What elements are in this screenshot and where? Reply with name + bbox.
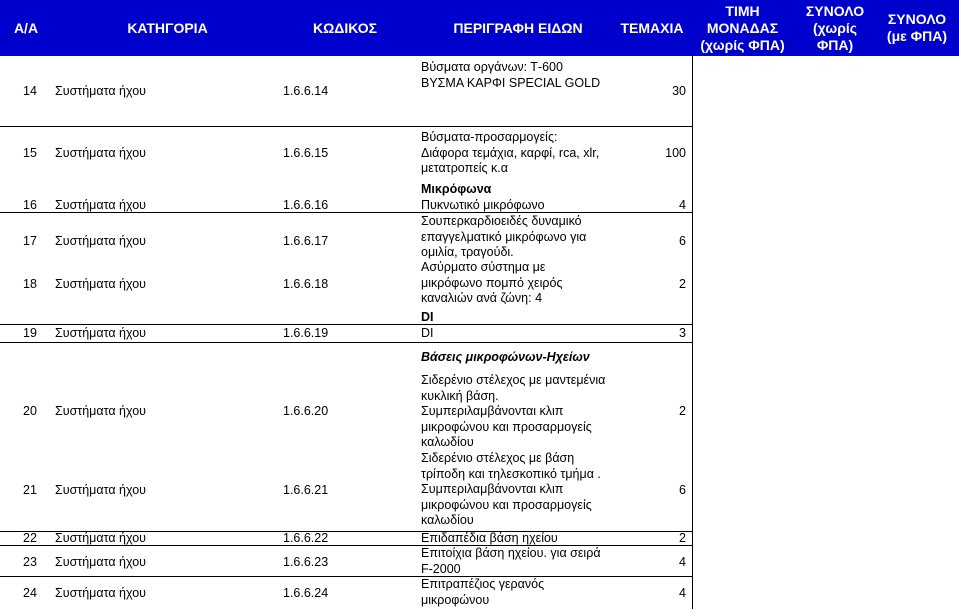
row-aa: 18 [23, 277, 37, 291]
row-quantity: 6 [679, 234, 686, 248]
row-code: 1.6.6.19 [283, 326, 329, 340]
row-quantity: 3 [679, 326, 686, 340]
row-divider [0, 342, 692, 343]
row-description [421, 260, 631, 307]
column-divider [692, 56, 693, 609]
row-category: Συστήματα ήχου [55, 84, 147, 98]
row-aa: 15 [23, 146, 37, 160]
row-category: Συστήματα ήχου [55, 198, 147, 212]
row-category: Συστήματα ήχου [55, 234, 147, 248]
desc-line: Σιδερένιο στέλεχος με μαντεμένια [421, 373, 606, 387]
header-quantity: ΤΕΜΑΧΙΑ [620, 19, 684, 36]
desc-line: Βύσματα οργάνων: Τ-600 [421, 60, 563, 74]
row-category: Συστήματα ήχου [55, 326, 147, 340]
header-category: ΚΑΤΗΓΟΡΙΑ [127, 19, 208, 36]
row-category: Συστήματα ήχου [55, 531, 147, 545]
desc-line: Σουπερκαρδιοειδές δυναμικό [421, 214, 582, 228]
row-code: 1.6.6.14 [283, 84, 329, 98]
desc-line: μικροφώνου και προσαρμογείς [421, 419, 592, 434]
row-divider [0, 324, 692, 325]
desc-line: Επιτοίχια βάση ηχείου. για σειρά [421, 546, 601, 560]
desc-line: επαγγελματικό μικρόφωνο για [421, 229, 587, 244]
row-code: 1.6.6.22 [283, 531, 329, 545]
desc-line: ΒΥΣΜΑ ΚΑΡΦΙ SPECIAL GOLD [421, 75, 601, 90]
header-total-vat-line1: ΣΥΝΟΛΟ [887, 11, 947, 27]
desc-line: καλωδίου [421, 513, 474, 527]
desc-line: Σιδερένιο στέλεχος με βάση [421, 451, 575, 465]
row-quantity: 4 [679, 555, 686, 569]
row-description [421, 130, 631, 177]
row-quantity: 30 [672, 84, 686, 98]
row-code: 1.6.6.24 [283, 586, 329, 600]
header-total-no-vat-line1: ΣΥΝΟΛΟ [805, 2, 865, 19]
header-total-vat-line2: (με ΦΠΑ) [886, 28, 948, 44]
desc-line: μετατροπείς κ.α [421, 161, 509, 175]
row-description [421, 60, 621, 91]
header-total-no-vat-line3: ΦΠΑ) [816, 36, 854, 53]
row-description [421, 451, 636, 529]
table-header [0, 0, 959, 56]
desc-line: Συμπεριλαμβάνονται κλιπ [421, 404, 564, 418]
row-aa: 17 [23, 234, 37, 248]
row-quantity: 4 [679, 586, 686, 600]
row-description: Πυκνωτικό μικρόφωνο [421, 198, 545, 212]
row-quantity: 2 [679, 404, 686, 418]
desc-line: Συμπεριλαμβάνονται κλιπ [421, 482, 564, 496]
desc-line: μικρόφωνο πομπό χειρός [421, 275, 563, 290]
row-quantity: 100 [665, 146, 686, 160]
desc-line: F-2000 [421, 561, 461, 576]
section-heading: DI [421, 310, 434, 324]
row-description [421, 577, 636, 608]
row-description [421, 373, 636, 451]
desc-line: ομιλία, τραγούδι. [421, 245, 514, 259]
row-aa: 23 [23, 555, 37, 569]
row-aa: 21 [23, 483, 37, 497]
row-code: 1.6.6.15 [283, 146, 329, 160]
row-quantity: 6 [679, 483, 686, 497]
desc-line: Βύσματα-προσαρμογείς: [421, 130, 558, 144]
row-quantity: 2 [679, 531, 686, 545]
header-total-no-vat-line2: (χωρίς [812, 19, 858, 36]
desc-line: κυκλική βάση. [421, 388, 499, 403]
header-unit-price-line3: (χωρίς ΦΠΑ) [700, 36, 785, 53]
header-unit-price-line1: ΤΙΜΗ [725, 2, 760, 19]
desc-line: Επιτραπέζιος γερανός [421, 577, 545, 591]
header-unit-price-line2: ΜΟΝΑΔΑΣ [706, 19, 779, 36]
header-aa: Α/Α [13, 19, 39, 36]
row-code: 1.6.6.21 [283, 483, 329, 497]
header-code: ΚΩΔΙΚΟΣ [312, 19, 378, 36]
row-category: Συστήματα ήχου [55, 586, 147, 600]
row-divider [0, 126, 692, 127]
header-description: ΠΕΡΙΓΡΑΦΗ ΕΙΔΩΝ [453, 19, 583, 36]
desc-line: τρίποδη και τηλεσκοπικό τμήμα . [421, 466, 601, 481]
header-total-no-vat [795, 0, 875, 56]
row-aa: 16 [23, 198, 37, 212]
row-code: 1.6.6.18 [283, 277, 329, 291]
desc-line: Διάφορα τεμάχια, καρφί, rca, xlr, [421, 145, 600, 160]
desc-line: μικροφώνου [421, 592, 490, 607]
desc-line: καλωδίου [421, 435, 474, 449]
row-code: 1.6.6.16 [283, 198, 329, 212]
section-heading: Βάσεις μικροφώνων-Ηχείων [421, 350, 590, 364]
row-description: DI [421, 326, 434, 340]
desc-line: καναλιών ανά ζώνη: 4 [421, 291, 543, 305]
row-description: Επιδαπέδια βάση ηχείου [421, 531, 558, 545]
desc-line: μικροφώνου και προσαρμογείς [421, 497, 592, 512]
row-category: Συστήματα ήχου [55, 404, 147, 418]
row-category: Συστήματα ήχου [55, 555, 147, 569]
row-code: 1.6.6.17 [283, 234, 329, 248]
desc-line: Ασύρματο σύστημα με [421, 260, 546, 274]
row-quantity: 2 [679, 277, 686, 291]
row-category: Συστήματα ήχου [55, 146, 147, 160]
section-heading: Μικρόφωνα [421, 182, 492, 196]
row-code: 1.6.6.20 [283, 404, 329, 418]
row-aa: 22 [23, 531, 37, 545]
row-category: Συστήματα ήχου [55, 277, 147, 291]
row-aa: 14 [23, 84, 37, 98]
row-aa: 20 [23, 404, 37, 418]
row-aa: 24 [23, 586, 37, 600]
header-unit-price [690, 0, 795, 56]
row-quantity: 4 [679, 198, 686, 212]
row-code: 1.6.6.23 [283, 555, 329, 569]
row-category: Συστήματα ήχου [55, 483, 147, 497]
header-total-vat [875, 0, 959, 56]
row-description [421, 546, 636, 577]
row-description [421, 214, 631, 261]
row-aa: 19 [23, 326, 37, 340]
